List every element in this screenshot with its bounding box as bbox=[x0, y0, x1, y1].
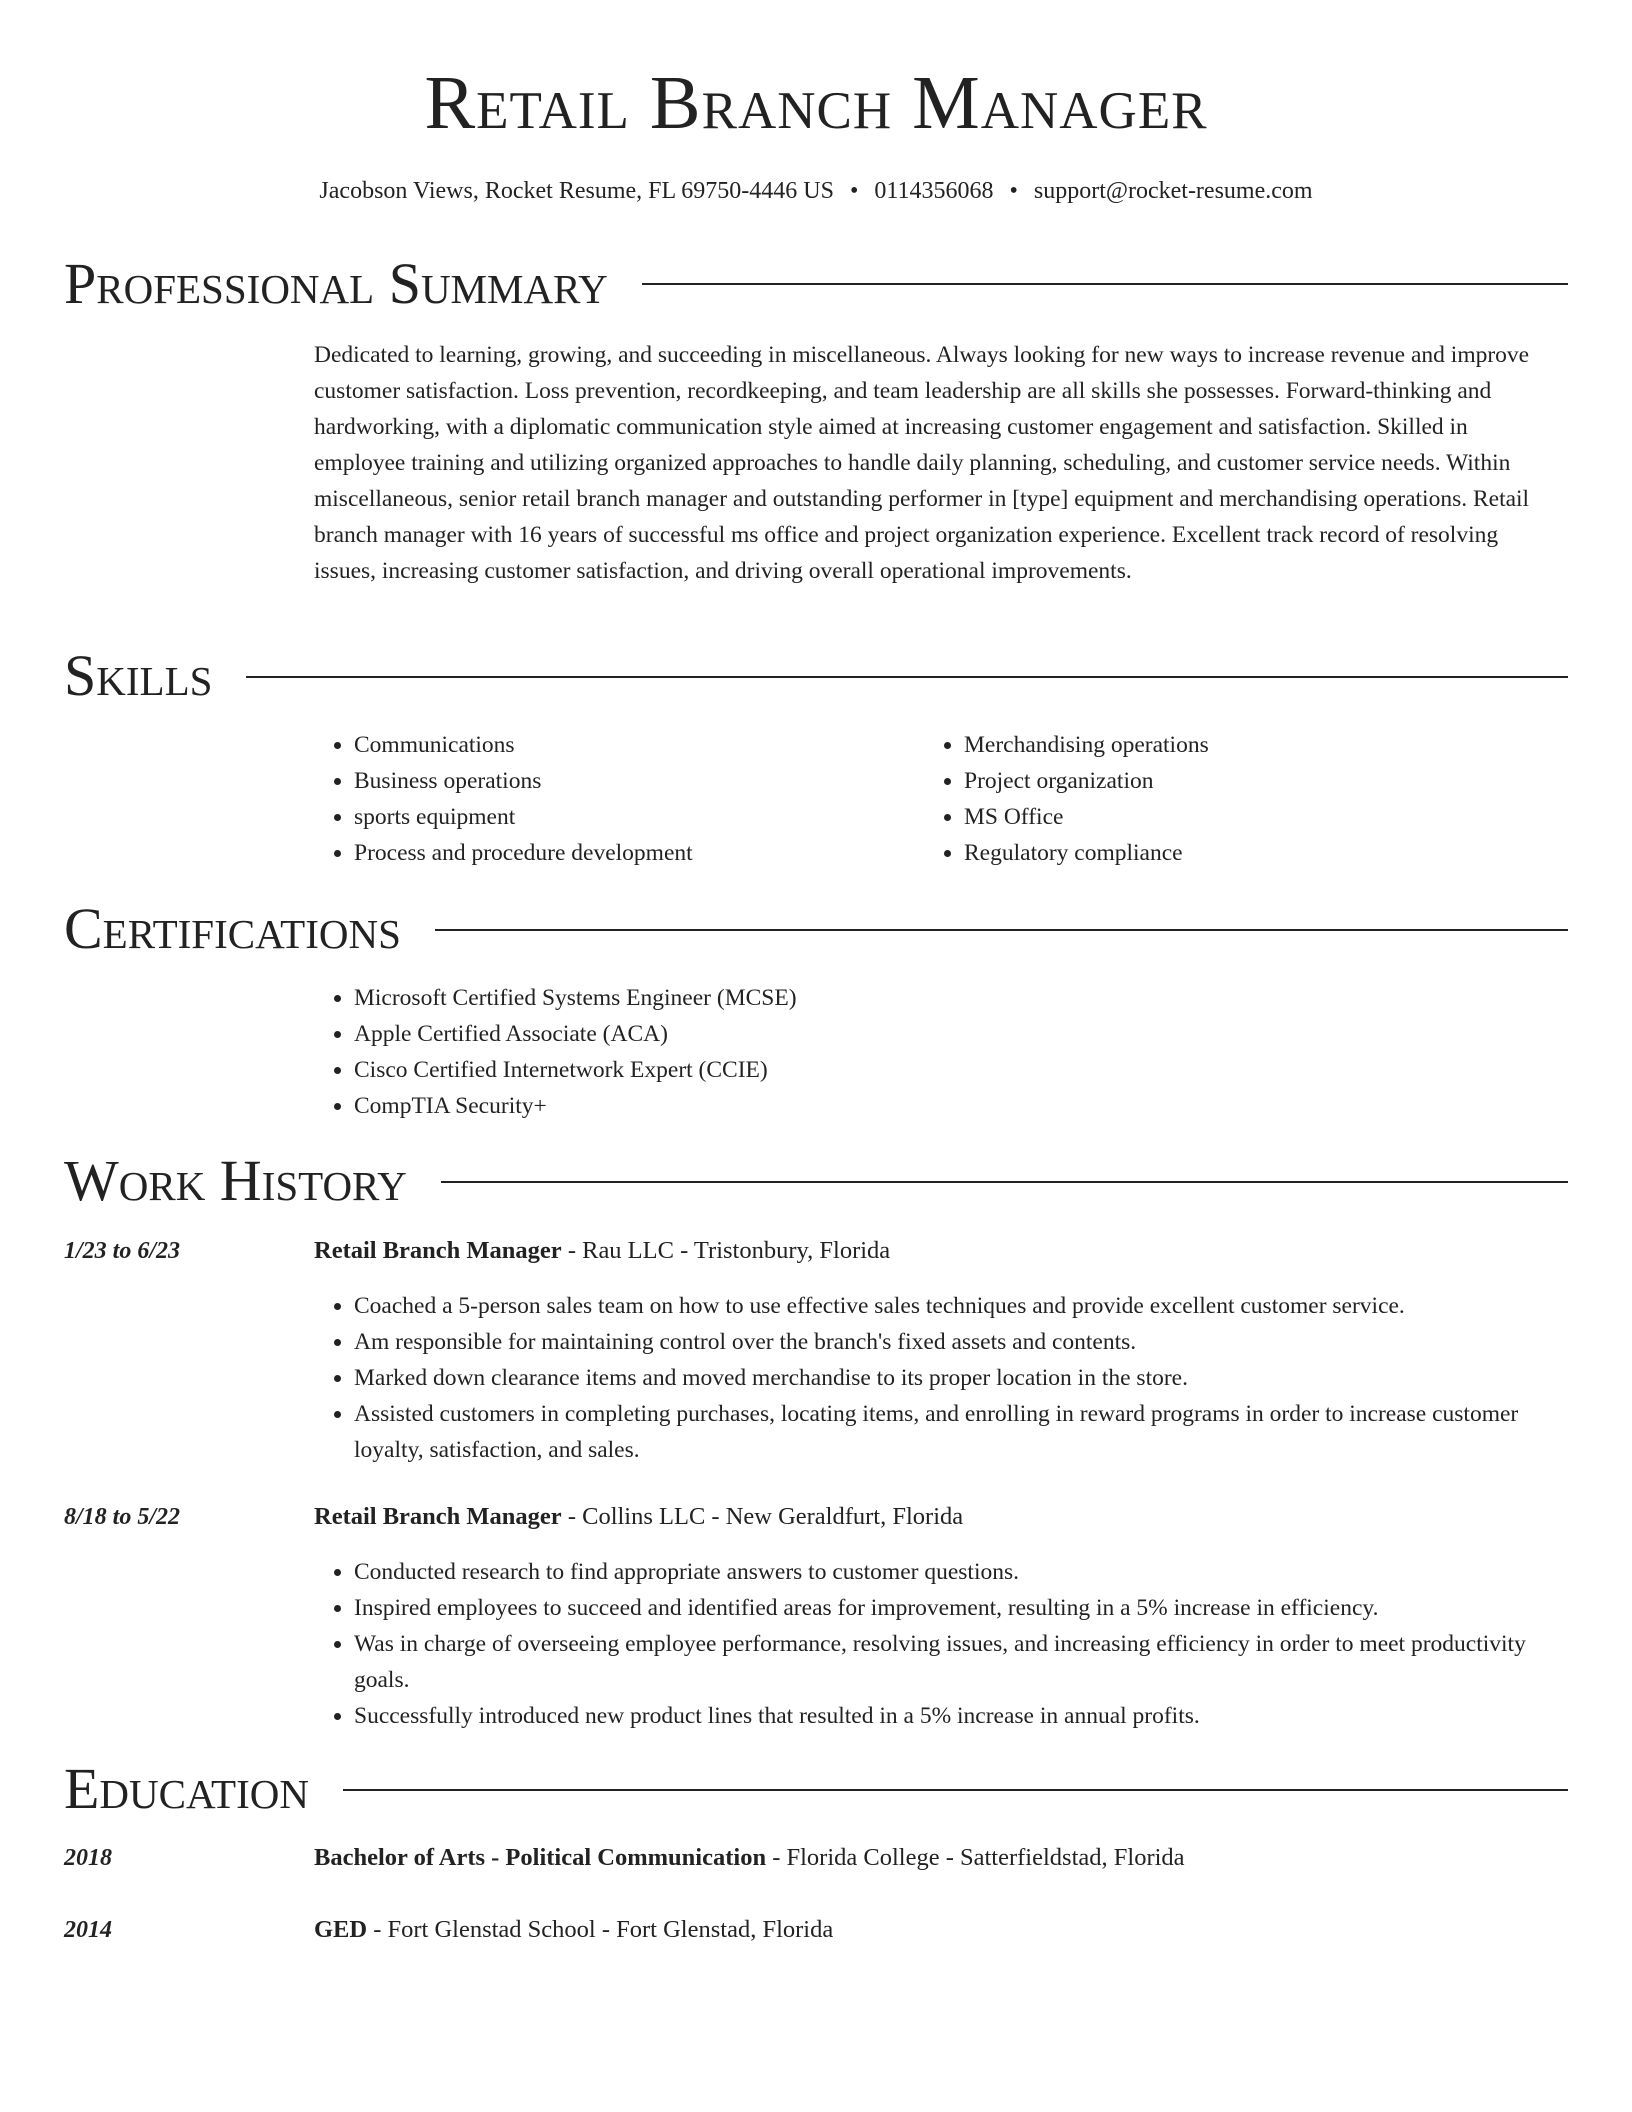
contact-phone: 0114356068 bbox=[874, 178, 994, 204]
job-heading bbox=[314, 1234, 890, 1268]
contact-email: support@rocket-resume.com bbox=[1033, 178, 1313, 204]
section-title-education: Education bbox=[64, 1757, 343, 1821]
job-bullet: • Successfully introduced new product lines that resulted in a 5% increase in annual profits. bbox=[354, 1698, 1554, 1734]
job-bullet: • Marked down clearance items and moved merchandise to its proper location in the store. bbox=[354, 1360, 1554, 1396]
job-dates: 8/18 to 5/22 bbox=[64, 1504, 181, 1530]
skills-list-right bbox=[920, 727, 1564, 871]
skill-item: • Regulatory compliance bbox=[964, 835, 1564, 871]
skill-item: • MS Office bbox=[964, 799, 1564, 835]
contact-separator: • bbox=[849, 178, 859, 204]
certification-item: • CompTIA Security+ bbox=[354, 1088, 1554, 1124]
job-employer: - Collins LLC - New Geraldfurt, Florida bbox=[567, 1503, 964, 1530]
skill-item: • Merchandising operations bbox=[964, 727, 1564, 763]
job-role: Retail Branch Manager bbox=[314, 1237, 562, 1264]
contact-line bbox=[0, 174, 1632, 208]
education-year: 2018 bbox=[64, 1845, 112, 1871]
education-year: 2014 bbox=[64, 1917, 112, 1943]
education-school: - Fort Glenstad School - Fort Glenstad, Florida bbox=[373, 1916, 834, 1943]
contact-separator: • bbox=[1009, 178, 1018, 204]
job-bullet: • Conducted research to find appropriate answers to customer questions. bbox=[354, 1554, 1554, 1590]
certification-item: • Cisco Certified Internetwork Expert (CCIE) bbox=[354, 1052, 1554, 1088]
education-heading bbox=[314, 1913, 833, 1947]
job-bullet: • Inspired employees to succeed and identified areas for improvement, resulting in a 5% increase in efficiency. bbox=[354, 1590, 1554, 1626]
job-bullet: • Coached a 5-person sales team on how to use effective sales techniques and provide excellent customer service. bbox=[354, 1288, 1554, 1324]
education-degree: Bachelor of Arts - Political Communication bbox=[314, 1844, 767, 1871]
summary-text: Dedicated to learning, growing, and succeeding in miscellaneous. Always looking for new ways to increase revenue and improve customer satisfaction. Loss prevention, recordkeeping, and team leadership are all skills she possesses. Forward-thinking and hardworking, with a diplomatic communication style aimed at increasing customer engagement and satisfaction. Skilled in employee training and utilizing organized approaches to handle daily planning, scheduling, and customer service needs. Within miscellaneous, senior retail branch manager and outstanding performer in [type] equipment and merchandising operations. Retail branch manager with 16 years of successful ms office and project organization experience. Excellent track record of resolving issues, increasing customer satisfaction, and driving overall operational improvements. bbox=[314, 342, 1530, 584]
skills-list-left bbox=[310, 727, 914, 871]
job-bullet: • Am responsible for maintaining control over the branch's fixed assets and contents. bbox=[354, 1324, 1554, 1360]
resume-title: Retail Branch Manager bbox=[424, 61, 1208, 145]
job-bullets bbox=[310, 1554, 1554, 1734]
job-heading bbox=[314, 1500, 963, 1534]
job-employer: - Rau LLC - Tristonbury, Florida bbox=[567, 1237, 891, 1264]
certification-item: • Apple Certified Associate (ACA) bbox=[354, 1016, 1554, 1052]
contact-address: Jacobson Views, Rocket Resume, FL 69750-4446 US bbox=[319, 178, 834, 204]
skill-item: • Process and procedure development bbox=[354, 835, 914, 871]
education-school: - Florida College - Satterfieldstad, Florida bbox=[772, 1844, 1185, 1871]
skill-item: • Project organization bbox=[964, 763, 1564, 799]
section-divider bbox=[64, 676, 1568, 678]
section-title-skills: Skills bbox=[64, 644, 246, 708]
education-degree: GED bbox=[314, 1916, 368, 1943]
skill-item: • Business operations bbox=[354, 763, 914, 799]
job-bullets bbox=[310, 1288, 1554, 1468]
section-title-certifications: Certifications bbox=[64, 897, 435, 961]
skill-item: • sports equipment bbox=[354, 799, 914, 835]
section-title-summary: Professional Summary bbox=[64, 252, 642, 316]
job-role: Retail Branch Manager bbox=[314, 1503, 562, 1530]
education-heading bbox=[314, 1841, 1185, 1875]
job-bullet: • Was in charge of overseeing employee performance, resolving issues, and increasing efficiency in order to meet productivity goals. bbox=[354, 1626, 1554, 1698]
section-title-work-history: Work History bbox=[64, 1149, 441, 1213]
certification-item: • Microsoft Certified Systems Engineer (MCSE) bbox=[354, 980, 1554, 1016]
job-dates: 1/23 to 6/23 bbox=[64, 1238, 181, 1264]
certifications-list bbox=[310, 980, 1554, 1124]
skill-item: • Communications bbox=[354, 727, 914, 763]
job-bullet: • Assisted customers in completing purchases, locating items, and enrolling in reward programs in order to increase customer loyalty, satisfaction, and sales. bbox=[354, 1396, 1554, 1468]
